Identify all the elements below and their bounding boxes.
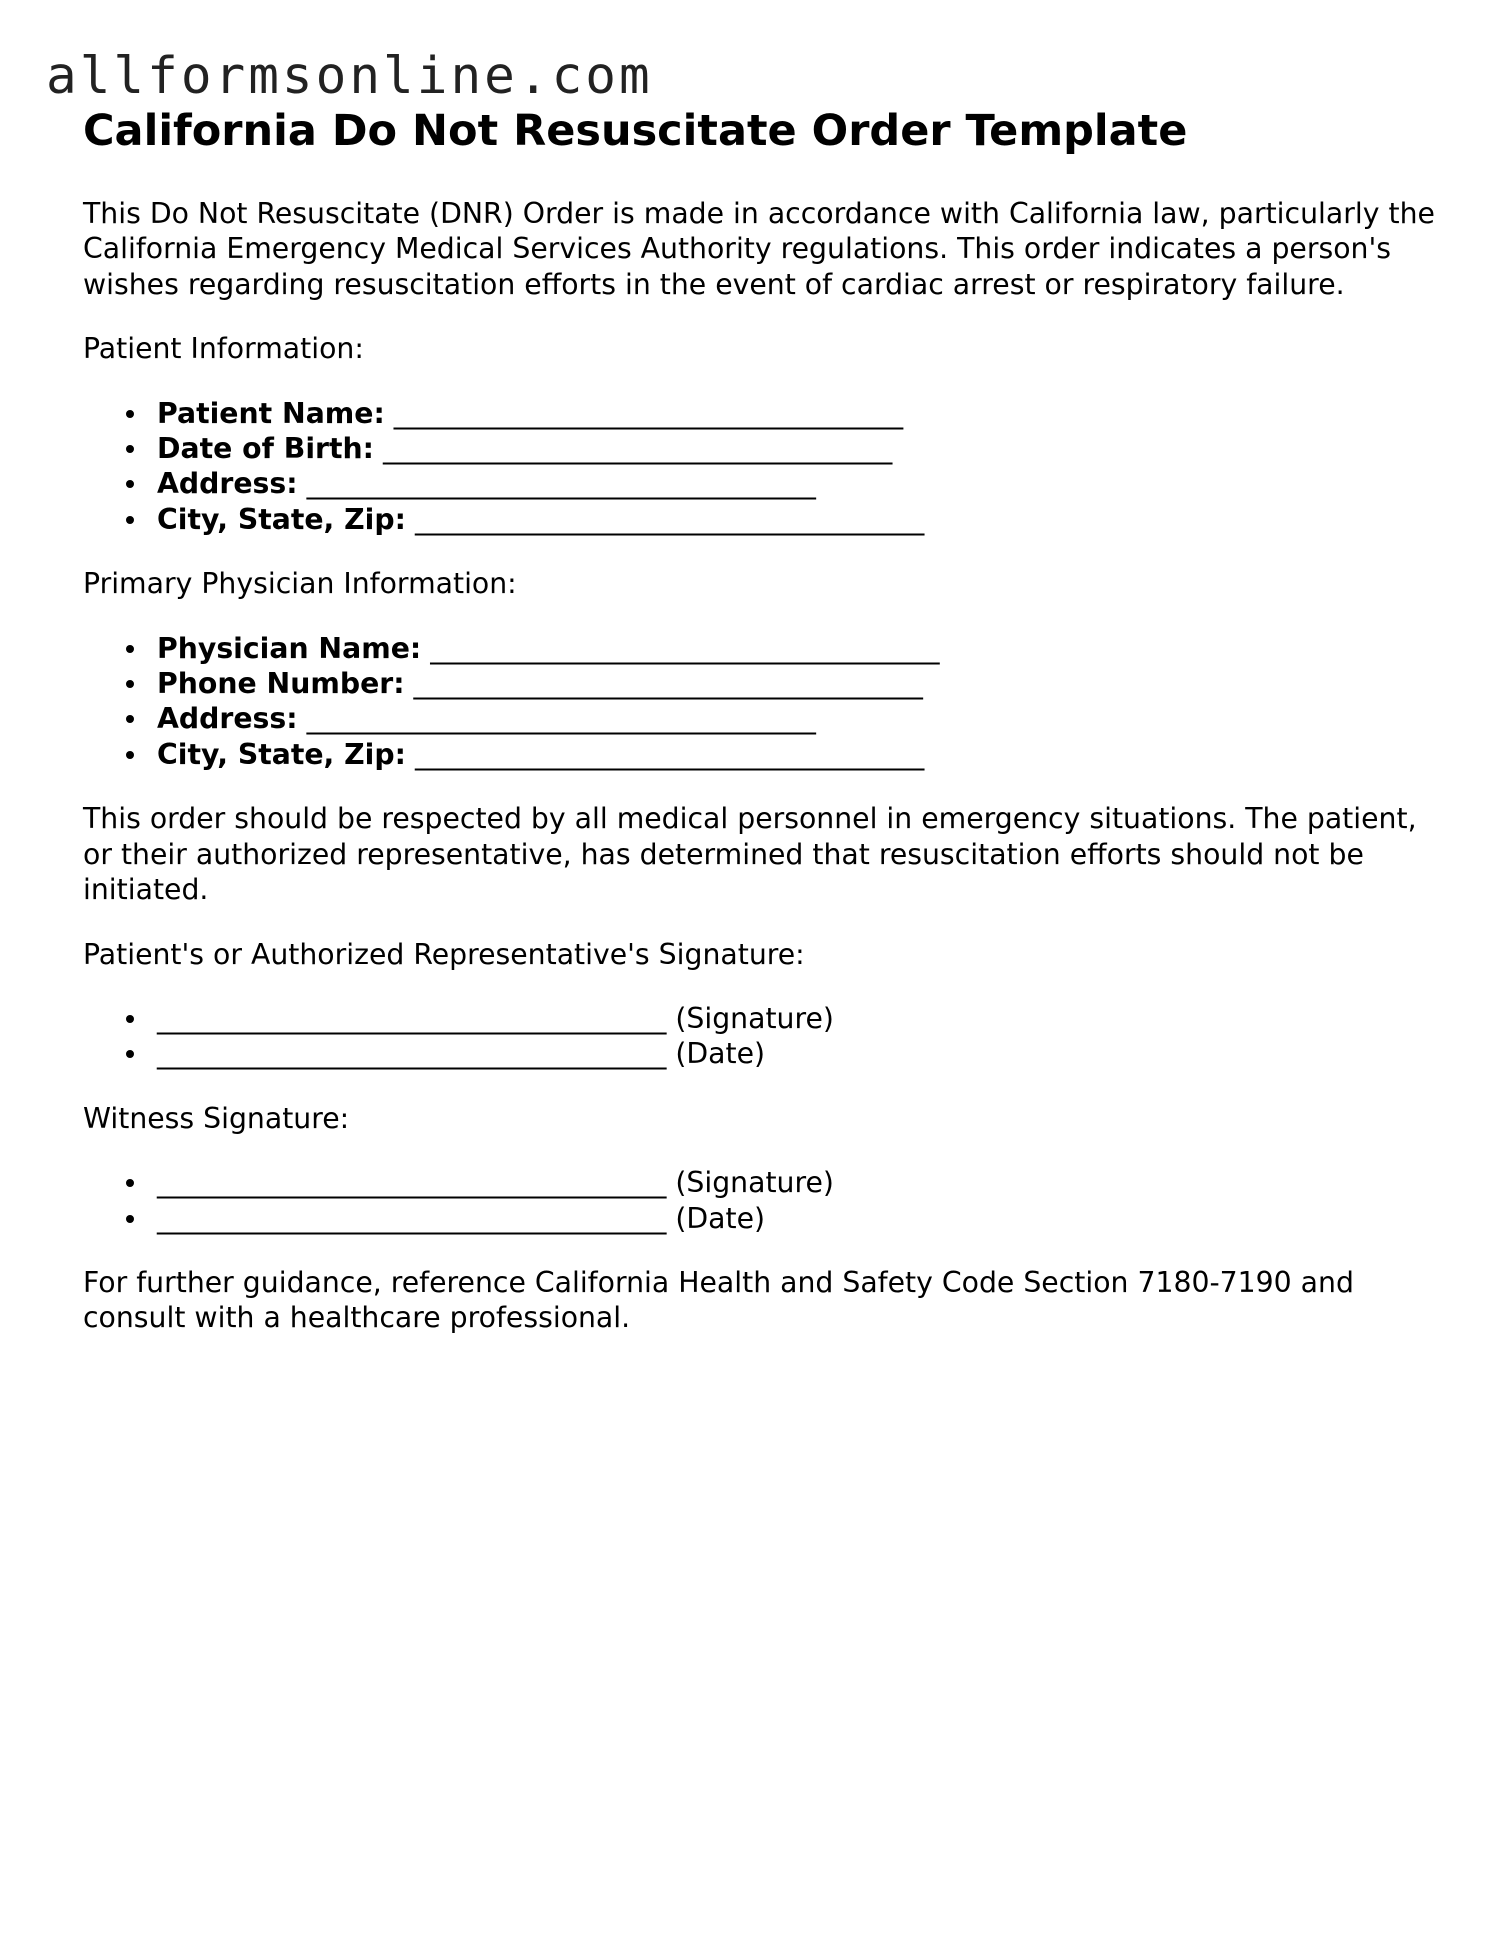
line-caption: (Signature) bbox=[675, 1001, 834, 1035]
patient-city-state-zip-field bbox=[157, 502, 1443, 537]
patient-info-heading: Patient Information: bbox=[83, 332, 364, 366]
blank-line[interactable]: ____________________________________ bbox=[413, 667, 923, 701]
intro-paragraph: This Do Not Resuscitate (DNR) Order is made in accordance with California law, particularly the California Emergency Medical Services Authority regulations. This order indicates a person's wishes regarding resuscitation efforts in the event of cardiac arrest or respiratory failure. bbox=[83, 197, 1435, 301]
representative-signature-line bbox=[157, 1001, 1443, 1036]
field-label: Address: bbox=[157, 467, 298, 501]
watermark: allformsonline.com bbox=[46, 47, 653, 106]
line-caption: (Signature) bbox=[675, 1166, 834, 1200]
blank-line[interactable]: ____________________________________ bbox=[157, 1001, 667, 1035]
field-label: Address: bbox=[157, 702, 298, 736]
physician-city-state-zip-field bbox=[157, 737, 1443, 772]
representative-signature-list bbox=[83, 1001, 1443, 1072]
phone-number-field bbox=[157, 666, 1443, 701]
representative-date-line bbox=[157, 1036, 1443, 1071]
blank-line[interactable]: ____________________________________ bbox=[157, 1166, 667, 1200]
patient-address-field bbox=[157, 466, 1443, 501]
blank-line[interactable]: ____________________________________ bbox=[393, 396, 904, 430]
patient-info-list bbox=[83, 396, 1443, 538]
representative-signature-heading: Patient's or Authorized Representative's Signature: bbox=[83, 937, 805, 971]
statement-paragraph: This order should be respected by all medical personnel in emergency situations. The patient, or their authorized representative, has determined that resuscitation efforts should not be initiated. bbox=[83, 802, 1417, 907]
patient-name-field bbox=[157, 396, 1443, 431]
field-label: City, State, Zip: bbox=[157, 737, 406, 771]
field-label: Physician Name: bbox=[157, 631, 422, 665]
field-label: City, State, Zip: bbox=[157, 502, 406, 536]
line-caption: (Date) bbox=[675, 1037, 766, 1071]
physician-info-list bbox=[83, 631, 1443, 773]
blank-line[interactable]: ____________________________________ bbox=[430, 631, 940, 665]
witness-signature-list bbox=[83, 1165, 1443, 1236]
field-label: Phone Number: bbox=[157, 667, 405, 701]
date-of-birth-field bbox=[157, 431, 1443, 466]
document-title: California Do Not Resuscitate Order Template bbox=[83, 106, 1188, 156]
witness-signature-heading: Witness Signature: bbox=[83, 1101, 350, 1135]
document-body bbox=[83, 104, 1443, 1336]
closing-paragraph: For further guidance, reference California Health and Safety Code Section 7180-7190 and consult with a healthcare professional. bbox=[83, 1265, 1354, 1335]
field-label: Date of Birth: bbox=[157, 432, 374, 466]
physician-name-field bbox=[157, 631, 1443, 666]
blank-line[interactable]: ____________________________________ bbox=[414, 502, 925, 536]
physician-info-heading: Primary Physician Information: bbox=[83, 567, 517, 601]
blank-line[interactable]: ____________________________________ bbox=[157, 1201, 667, 1235]
field-label: Patient Name: bbox=[157, 396, 385, 430]
witness-date-line bbox=[157, 1201, 1443, 1236]
physician-address-field bbox=[157, 701, 1443, 736]
blank-line[interactable]: ____________________________________ bbox=[414, 737, 925, 771]
blank-line[interactable]: ____________________________________ bbox=[382, 432, 893, 466]
blank-line[interactable]: ____________________________________ bbox=[306, 467, 816, 501]
blank-line[interactable]: ____________________________________ bbox=[306, 702, 816, 736]
line-caption: (Date) bbox=[675, 1201, 766, 1235]
blank-line[interactable]: ____________________________________ bbox=[157, 1037, 667, 1071]
witness-signature-line bbox=[157, 1165, 1443, 1200]
